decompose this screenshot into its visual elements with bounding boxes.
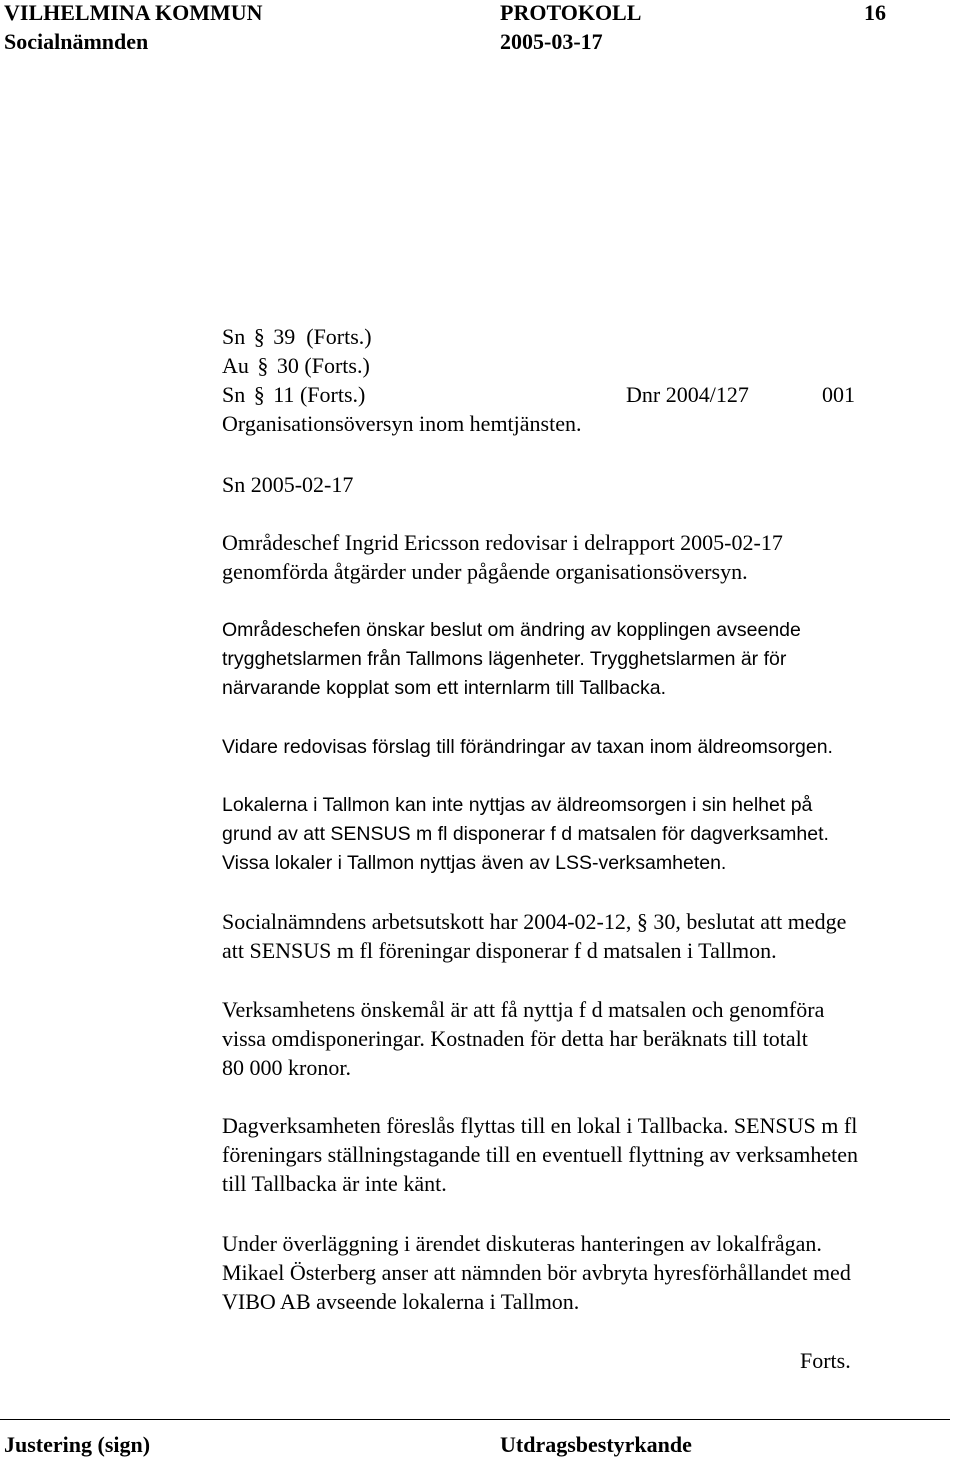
paragraph-line: Socialnämndens arbetsutskott har 2004-02-12, § 30, beslutat att medge [222,909,847,934]
paragraph [222,616,958,703]
reference-note: (Forts.) [304,353,370,378]
paragraph-line: föreningars ställningstagande till en eventuell flyttning av verksamheten [222,1142,858,1167]
footer-divider [0,1419,950,1420]
doc-type: PROTOKOLL [500,0,642,25]
reference-number: 39 [273,324,296,349]
org-name: VILHELMINA KOMMUN [4,0,263,25]
paragraph-line: Mikael Österberg anser att nämnden bör avbryta hyresförhållandet med [222,1260,851,1285]
paragraph-line: VIBO AB avseende lokalerna i Tallmon. [222,1289,580,1314]
paragraph-line: 80 000 kronor. [222,1055,351,1080]
dnr-label: Dnr 2004/127 [626,382,749,407]
paragraph-line: Vidare redovisas förslag till förändringar av taxan inom äldreomsorgen. [222,736,833,758]
paragraph-line: trygghetslarmen från Tallmons lägenheter. Trygghetslarmen är för [222,648,787,670]
reference-number: 11 [273,382,295,407]
paragraph-line: till Tallbacka är inte känt. [222,1171,447,1196]
paragraph-line: Under överläggning i ärendet diskuteras hanteringen av lokalfrågan. [222,1231,822,1256]
paragraph-line: grund av att SENSUS m fl disponerar f d matsalen för dagverksamhet. [222,823,829,845]
paragraph [222,907,958,965]
reference-number: 30 [276,353,299,378]
reference-line [222,380,365,409]
section-symbol: § [253,382,265,407]
reference-line [222,351,370,380]
board-name: Socialnämnden [4,29,149,54]
paragraph-line: genomförda åtgärder under pågående organisationsöversyn. [222,559,748,584]
reference-body: Sn [222,382,246,407]
paragraph-line: Vissa lokaler i Tallmon nyttjas även av LSS-verksamheten. [222,852,727,874]
reference-body: Sn [222,324,246,349]
section-heading: Sn 2005-02-17 [222,472,354,497]
reference-note: (Forts.) [299,382,366,407]
paragraph-line: Verksamhetens önskemål är att få nyttja f d matsalen och genomföra [222,997,825,1022]
paragraph-line: att SENSUS m fl föreningar disponerar f d matsalen i Tallmon. [222,938,777,963]
paragraph-line: Dagverksamheten föreslås flyttas till en lokal i Tallbacka. SENSUS m fl [222,1113,858,1138]
paragraph-line: närvarande kopplat som ett internlarm till Tallbacka. [222,677,667,699]
dnr-code: 001 [822,382,855,407]
footer-signature-label: Justering (sign) [4,1432,151,1457]
paragraph [222,733,958,762]
paragraph [222,528,958,586]
section-symbol: § [257,353,269,378]
paragraph-line: vissa omdisponeringar. Kostnaden för detta har beräknats till totalt [222,1026,808,1051]
paragraph-line: Områdeschefen önskar beslut om ändring av kopplingen avseende [222,619,801,641]
reference-body: Au [222,353,249,378]
reference-note: (Forts.) [306,324,372,349]
page-number: 16 [864,0,886,25]
section-symbol: § [253,324,265,349]
paragraph [222,995,958,1082]
paragraph [222,791,958,878]
paragraph [222,1229,958,1316]
reference-line [222,322,372,351]
footer-certification-label: Utdragsbestyrkande [500,1432,692,1457]
paragraph [222,1111,958,1198]
meeting-date: 2005-03-17 [500,29,603,54]
subject-line: Organisationsöversyn inom hemtjänsten. [222,411,582,436]
paragraph-line: Lokalerna i Tallmon kan inte nyttjas av äldreomsorgen i sin helhet på [222,794,813,816]
continued-label: Forts. [800,1348,851,1373]
paragraph-line: Områdeschef Ingrid Ericsson redovisar i delrapport 2005-02-17 [222,530,783,555]
